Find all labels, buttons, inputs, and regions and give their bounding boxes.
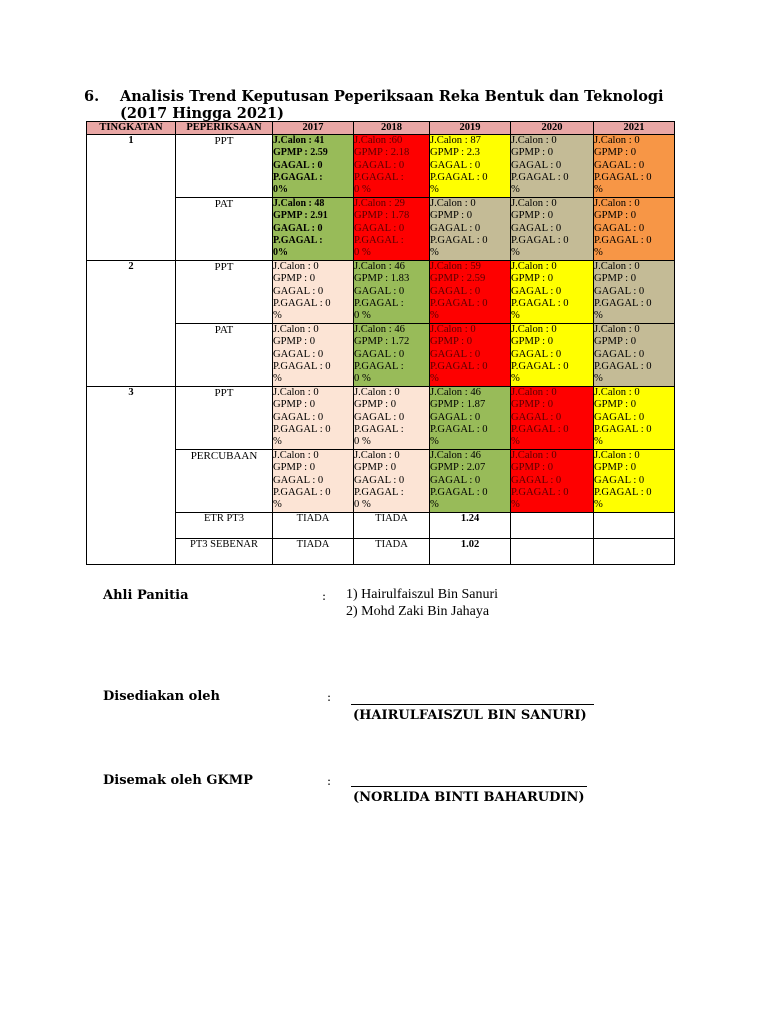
result-line: %	[273, 436, 282, 448]
result-line: P.GAGAL : 0	[511, 423, 569, 435]
pt3-actual-row-value-2019: 1.02	[430, 539, 511, 565]
exam-cell: PPT	[176, 387, 273, 450]
result-line: GAGAL : 0	[511, 222, 562, 234]
result-line: GPMP : 0	[594, 462, 636, 474]
result-line: P.GAGAL : 0	[430, 297, 488, 309]
result-line: %	[430, 184, 439, 196]
result-line: %	[430, 499, 439, 511]
result-cell-2019	[430, 324, 511, 387]
result-line: 0%	[273, 184, 288, 196]
result-line: %	[430, 247, 439, 259]
result-cell-2020	[511, 450, 594, 513]
result-line: J.Calon : 0	[273, 324, 319, 335]
result-line: GPMP : 0	[511, 147, 553, 159]
result-line: GAGAL : 0	[511, 285, 562, 297]
result-line: P.GAGAL : 0	[273, 297, 331, 309]
etr-row-value-2019: 1.24	[430, 513, 511, 539]
result-line: P.GAGAL : 0	[430, 234, 488, 246]
checked-signature-line	[351, 786, 587, 787]
trend-table	[86, 121, 675, 565]
result-line: J.Calon : 0	[430, 198, 476, 209]
result-line: P.GAGAL : 0	[273, 423, 331, 435]
result-line: GAGAL : 0	[430, 411, 481, 423]
result-line: %	[594, 310, 603, 322]
result-line: J.Calon : 46	[430, 450, 481, 461]
result-cell-2018	[354, 261, 430, 324]
result-line: P.GAGAL : 0	[430, 360, 488, 372]
result-line: GAGAL : 0	[273, 474, 324, 486]
checked-by-colon: :	[327, 774, 332, 788]
result-line: P.GAGAL : 0	[273, 486, 331, 498]
result-cell-2020	[511, 198, 594, 261]
result-cell-2021	[594, 135, 675, 198]
result-line: J.Calon : 59	[430, 261, 481, 272]
result-line: %	[594, 373, 603, 385]
result-line: J.Calon : 0	[511, 450, 557, 461]
result-line: P.GAGAL : 0	[511, 297, 569, 309]
result-line: GAGAL : 0	[594, 222, 645, 234]
committee-member-2: 2) Mohd Zaki Bin Jahaya	[346, 604, 490, 619]
result-cell-2018	[354, 450, 430, 513]
exam-cell: PERCUBAAN	[176, 450, 273, 513]
result-line: GAGAL : 0	[273, 222, 323, 234]
prepared-by-label: Disediakan oleh	[103, 689, 220, 704]
result-cell-2018	[354, 135, 430, 198]
result-line: GAGAL : 0	[430, 285, 481, 297]
result-line: J.Calon : 0	[594, 135, 640, 146]
etr-row-value-2021	[594, 513, 675, 539]
result-cell-2017	[273, 261, 354, 324]
committee-member-1: 1) Hairulfaiszul Bin Sanuri	[346, 587, 499, 602]
result-cell-2017	[273, 387, 354, 450]
result-line: GPMP : 0	[511, 273, 553, 285]
result-line: GPMP : 1.83	[354, 273, 410, 285]
result-line: J.Calon : 87	[430, 135, 481, 146]
result-line: J.Calon : 0	[511, 387, 557, 398]
header-2021: 2021	[594, 122, 675, 135]
result-line: %	[511, 184, 520, 196]
result-line: GPMP : 0	[273, 336, 315, 348]
result-line: P.GAGAL : 0	[594, 486, 652, 498]
result-line: J.Calon : 0	[511, 135, 557, 146]
result-line: P.GAGAL : 0	[511, 486, 569, 498]
committee-colon: :	[322, 589, 327, 603]
table-row	[87, 198, 675, 261]
result-line: GAGAL : 0	[354, 222, 405, 234]
result-cell-2020	[511, 261, 594, 324]
result-line: GAGAL : 0	[511, 348, 562, 360]
result-line: %	[273, 373, 282, 385]
result-line: 0 %	[354, 436, 371, 448]
table-row	[87, 135, 675, 198]
level-cell: 3	[87, 387, 176, 565]
level-cell: 1	[87, 135, 176, 261]
result-cell-2020	[511, 387, 594, 450]
result-line: 0 %	[354, 184, 371, 196]
result-line: P.GAGAL : 0	[594, 234, 652, 246]
result-line: GAGAL : 0	[511, 474, 562, 486]
result-line: 0 %	[354, 499, 371, 511]
result-line: %	[511, 310, 520, 322]
result-line: J.Calon : 0	[594, 387, 640, 398]
table-header-row	[87, 122, 675, 135]
result-line: GAGAL : 0	[594, 159, 645, 171]
result-cell-2018	[354, 324, 430, 387]
result-line: P.GAGAL :	[273, 171, 323, 183]
result-line: P.GAGAL : 0	[594, 297, 652, 309]
result-line: 0 %	[354, 373, 371, 385]
result-line: J.Calon : 29	[354, 198, 405, 209]
result-line: J.Calon : 48	[273, 198, 325, 209]
result-line: GAGAL : 0	[594, 285, 645, 297]
result-line: GPMP : 0	[273, 399, 315, 411]
result-line: GPMP : 0	[354, 462, 396, 474]
pt3-actual-row-value-2021	[594, 539, 675, 565]
pt3-actual-row-value-2017: TIADA	[273, 539, 354, 565]
etr-row	[87, 513, 675, 539]
result-line: GAGAL : 0	[354, 348, 405, 360]
result-line: GPMP : 2.07	[430, 462, 486, 474]
exam-cell: PAT	[176, 324, 273, 387]
result-line: J.Calon : 0	[430, 324, 476, 335]
prepared-signature-line	[351, 704, 594, 705]
result-line: %	[430, 436, 439, 448]
result-cell-2017	[273, 135, 354, 198]
result-cell-2017	[273, 324, 354, 387]
result-cell-2021	[594, 261, 675, 324]
result-cell-2021	[594, 198, 675, 261]
result-line: GAGAL : 0	[273, 285, 324, 297]
pt3-actual-row-value-2020	[511, 539, 594, 565]
result-line: %	[273, 499, 282, 511]
result-line: J.Calon : 46	[354, 324, 405, 335]
result-line: GPMP : 1.87	[430, 399, 486, 411]
result-line: P.GAGAL :	[354, 486, 404, 498]
result-line: GPMP : 0	[430, 210, 472, 222]
result-line: %	[594, 184, 603, 196]
result-line: GPMP : 0	[594, 210, 636, 222]
result-line: J.Calon : 0	[594, 198, 640, 209]
result-cell-2017	[273, 198, 354, 261]
result-line: P.GAGAL :	[354, 297, 404, 309]
result-line: GAGAL : 0	[430, 474, 481, 486]
result-line: GAGAL : 0	[430, 159, 481, 171]
exam-cell: PPT	[176, 135, 273, 198]
result-line: %	[511, 247, 520, 259]
result-line: %	[511, 499, 520, 511]
header-2018: 2018	[354, 122, 430, 135]
result-line: P.GAGAL :	[354, 423, 404, 435]
result-line: %	[273, 310, 282, 322]
pt3-actual-row-label: PT3 SEBENAR	[176, 539, 273, 565]
result-line: GPMP : 0	[594, 399, 636, 411]
result-line: GPMP : 0	[273, 462, 315, 474]
result-cell-2020	[511, 135, 594, 198]
result-line: GPMP : 0	[594, 273, 636, 285]
pt3-actual-row	[87, 539, 675, 565]
result-line: P.GAGAL :	[354, 360, 404, 372]
result-line: GPMP : 0	[354, 399, 396, 411]
result-line: GAGAL : 0	[511, 159, 562, 171]
result-line: %	[511, 436, 520, 448]
result-line: P.GAGAL :	[354, 171, 404, 183]
etr-row-value-2020	[511, 513, 594, 539]
pt3-actual-row-value-2018: TIADA	[354, 539, 430, 565]
result-line: P.GAGAL :	[273, 234, 323, 246]
table-row	[87, 261, 675, 324]
result-line: GAGAL : 0	[594, 348, 645, 360]
result-line: J.Calon : 46	[430, 387, 481, 398]
section-number: 6.	[84, 88, 100, 105]
exam-cell: PAT	[176, 198, 273, 261]
result-line: %	[430, 373, 439, 385]
result-line: P.GAGAL : 0	[511, 171, 569, 183]
result-line: P.GAGAL : 0	[594, 423, 652, 435]
etr-row-value-2017: TIADA	[273, 513, 354, 539]
result-line: P.GAGAL : 0	[594, 171, 652, 183]
etr-row-label: ETR PT3	[176, 513, 273, 539]
result-cell-2019	[430, 198, 511, 261]
result-line: GAGAL : 0	[430, 348, 481, 360]
header-peperiksaan: PEPERIKSAAN	[176, 122, 273, 135]
checked-by-label: Disemak oleh GKMP	[103, 773, 253, 788]
exam-cell: PPT	[176, 261, 273, 324]
result-cell-2021	[594, 387, 675, 450]
level-cell: 2	[87, 261, 176, 387]
result-line: J.Calon : 0	[273, 261, 319, 272]
result-line: GPMP : 0	[511, 210, 553, 222]
result-cell-2019	[430, 387, 511, 450]
result-line: GAGAL : 0	[594, 474, 645, 486]
result-line: P.GAGAL : 0	[273, 360, 331, 372]
result-line: GPMP : 0	[273, 273, 315, 285]
result-line: J.Calon : 0	[354, 450, 400, 461]
result-line: GPMP : 0	[511, 399, 553, 411]
result-cell-2021	[594, 450, 675, 513]
result-line: GAGAL : 0	[354, 159, 405, 171]
result-line: GAGAL : 0	[354, 474, 405, 486]
result-line: J.Calon : 0	[511, 198, 557, 209]
table-row	[87, 450, 675, 513]
result-cell-2017	[273, 450, 354, 513]
section-title: Analisis Trend Keputusan Peperiksaan Reka Bentuk dan Teknologi (2017 Hingga 2021)	[120, 88, 664, 122]
result-cell-2018	[354, 198, 430, 261]
prepared-by-name: (HAIRULFAISZUL BIN SANURI)	[353, 708, 587, 723]
result-line: P.GAGAL : 0	[594, 360, 652, 372]
result-line: 0 %	[354, 310, 371, 322]
result-cell-2019	[430, 450, 511, 513]
result-line: J.Calon : 0	[273, 387, 319, 398]
result-cell-2018	[354, 387, 430, 450]
result-line: J.Calon : 0	[354, 387, 400, 398]
result-cell-2019	[430, 135, 511, 198]
table-row	[87, 324, 675, 387]
result-line: %	[594, 247, 603, 259]
result-line: %	[430, 310, 439, 322]
result-line: P.GAGAL : 0	[511, 234, 569, 246]
result-line: GAGAL : 0	[594, 411, 645, 423]
table-row	[87, 387, 675, 450]
result-line: GAGAL : 0	[354, 411, 405, 423]
result-line: P.GAGAL : 0	[511, 360, 569, 372]
result-line: P.GAGAL : 0	[430, 423, 488, 435]
result-line: J.Calon : 0	[511, 324, 557, 335]
result-line: GAGAL : 0	[273, 159, 323, 171]
result-line: GPMP : 0	[430, 336, 472, 348]
result-line: GAGAL : 0	[273, 411, 324, 423]
result-line: GPMP : 0	[511, 336, 553, 348]
result-line: J.Calon : 41	[273, 135, 325, 146]
result-line: J.Calon : 0	[594, 450, 640, 461]
result-line: GPMP : 2.18	[354, 147, 410, 159]
result-cell-2020	[511, 324, 594, 387]
result-line: GPMP : 0	[511, 462, 553, 474]
result-line: GPMP : 0	[594, 336, 636, 348]
result-line: J.Calon : 0	[594, 261, 640, 272]
header-tingkatan: TINGKATAN	[87, 122, 176, 135]
result-line: J.Calon : 46	[354, 261, 405, 272]
header-2020: 2020	[511, 122, 594, 135]
result-line: GPMP : 2.91	[273, 210, 328, 222]
result-cell-2019	[430, 261, 511, 324]
result-line: J.Calon :60	[354, 135, 403, 146]
result-line: GPMP : 2.3	[430, 147, 480, 159]
result-line: P.GAGAL :	[354, 234, 404, 246]
result-line: J.Calon : 0	[511, 261, 557, 272]
result-line: GPMP : 1.78	[354, 210, 410, 222]
result-line: GPMP : 0	[594, 147, 636, 159]
result-line: 0%	[273, 247, 288, 259]
result-line: %	[511, 373, 520, 385]
header-2017: 2017	[273, 122, 354, 135]
result-line: GAGAL : 0	[273, 348, 324, 360]
result-line: %	[594, 436, 603, 448]
result-line: GAGAL : 0	[430, 222, 481, 234]
result-line: J.Calon : 0	[594, 324, 640, 335]
etr-row-value-2018: TIADA	[354, 513, 430, 539]
result-line: %	[594, 499, 603, 511]
result-line: GPMP : 1.72	[354, 336, 410, 348]
checked-by-name: (NORLIDA BINTI BAHARUDIN)	[353, 790, 585, 805]
result-cell-2021	[594, 324, 675, 387]
result-line: J.Calon : 0	[273, 450, 319, 461]
result-line: GAGAL : 0	[511, 411, 562, 423]
prepared-by-colon: :	[327, 690, 332, 704]
result-line: P.GAGAL : 0	[430, 486, 488, 498]
result-line: GAGAL : 0	[354, 285, 405, 297]
header-2019: 2019	[430, 122, 511, 135]
committee-label: Ahli Panitia	[103, 588, 189, 603]
result-line: GPMP : 2.59	[430, 273, 486, 285]
result-line: P.GAGAL : 0	[430, 171, 488, 183]
result-line: GPMP : 2.59	[273, 147, 328, 159]
result-line: 0 %	[354, 247, 371, 259]
